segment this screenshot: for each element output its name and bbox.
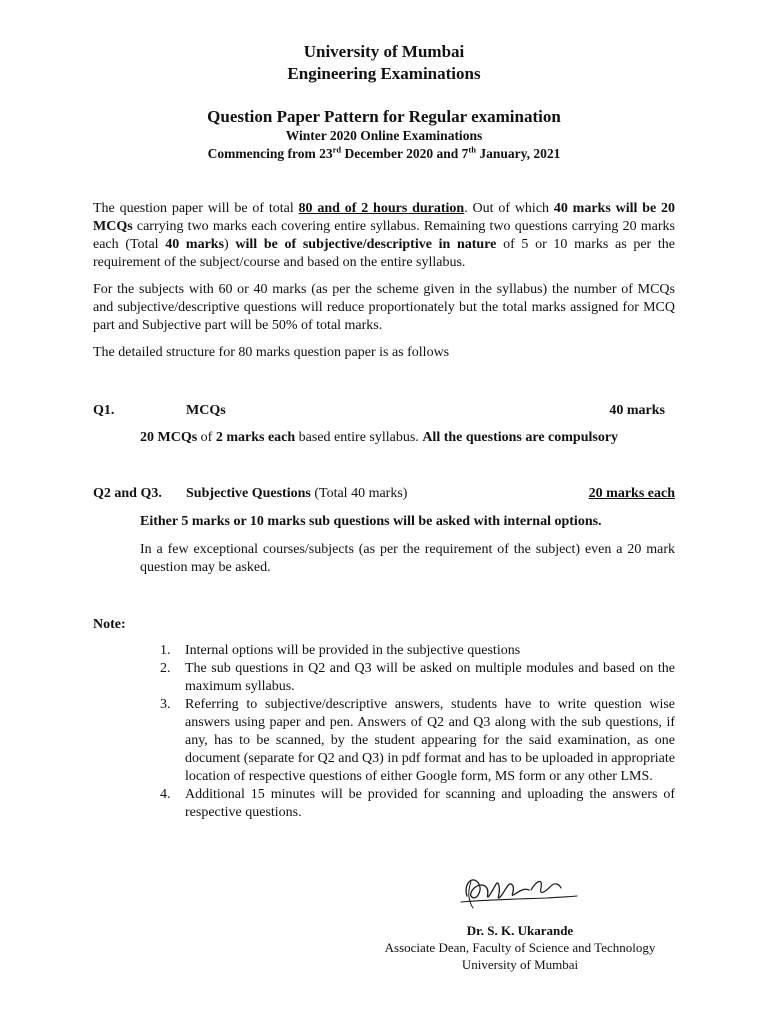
commencing-sup2: th bbox=[468, 144, 476, 155]
p1-forty-marks: 40 marks bbox=[165, 237, 225, 252]
p1-duration: 80 and of 2 hours duration bbox=[298, 201, 465, 216]
q1-marks: 40 marks bbox=[609, 403, 665, 418]
note-heading: Note: bbox=[93, 617, 126, 632]
commencing-line bbox=[0, 145, 768, 163]
document-title: Question Paper Pattern for Regular examination bbox=[207, 107, 561, 126]
commencing-post: January, 2021 bbox=[475, 146, 561, 161]
p1-t5: carrying two marks each covering entire syllabus. Remaining two questions carrying 20 marks each (Total bbox=[93, 219, 675, 252]
intro-paragraph-3: The detailed structure for 80 marks question paper is as follows bbox=[93, 345, 450, 360]
note-list bbox=[160, 642, 675, 822]
p1-subjective-nature: will be of subjective/descriptive in nature bbox=[235, 237, 497, 252]
q1-label: Q1. bbox=[93, 403, 115, 418]
exam-subtitle: Engineering Examinations bbox=[287, 64, 481, 83]
q2-name: Subjective Questions bbox=[186, 486, 311, 501]
q1-desc-compulsory: All the questions are compulsory bbox=[422, 430, 619, 445]
note-text: Additional 15 minutes will be provided for scanning and uploading the answers of respective questions. bbox=[185, 787, 675, 820]
q2-name-suffix: (Total 40 marks) bbox=[310, 486, 408, 501]
q2-options-line: Either 5 marks or 10 marks sub questions will be asked with internal options. bbox=[140, 514, 602, 529]
session-line: Winter 2020 Online Examinations bbox=[285, 128, 483, 143]
intro-paragraph-1 bbox=[93, 200, 675, 272]
note-text: The sub questions in Q2 and Q3 will be asked on multiple modules and based on the maximum syllabus. bbox=[185, 661, 675, 694]
q1-name: MCQs bbox=[186, 403, 226, 418]
p1-t1: The question paper will be of total bbox=[93, 201, 299, 216]
intro-paragraph-2: For the subjects with 60 or 40 marks (as per the scheme given in the syllabus) the number of MCQs and subjective/descriptive questions will reduce proportionately but the total marks assigned for MCQ part and Subjective part will be 50% of total marks. bbox=[93, 282, 675, 333]
commencing-mid: December 2020 and 7 bbox=[341, 146, 469, 161]
q2-label: Q2 and Q3. bbox=[93, 486, 162, 501]
handwritten-signature bbox=[455, 862, 585, 918]
commencing-pre: Commencing from 23 bbox=[207, 146, 333, 161]
p1-t3: . Out of which bbox=[464, 201, 554, 216]
signatory-organization: University of Mumbai bbox=[461, 957, 579, 972]
q1-description bbox=[140, 429, 680, 447]
note-text: Referring to subjective/descriptive answers, students have to write question wise answers using paper and pen. Answers of Q2 and Q3 along with the sub questions, if any, has to be scanned, by the student appearing for the said examination, as one document (separate for Q2 and Q3) in pdf format and has to be uploaded in appropriate location of respective questions of either Google form, MS form or any other LMS. bbox=[185, 697, 675, 784]
q2-exception-line: In a few exceptional courses/subjects (as per the requirement of the subject) even a 20 mark question may be asked. bbox=[140, 542, 675, 575]
list-item bbox=[160, 696, 675, 786]
list-item bbox=[160, 660, 675, 696]
commencing-sup1: rd bbox=[332, 144, 342, 155]
note-num: 2. bbox=[160, 661, 171, 676]
p1-t7: ) bbox=[224, 237, 236, 252]
note-num: 4. bbox=[160, 787, 171, 802]
university-name: University of Mumbai bbox=[303, 42, 465, 61]
signatory-designation: Associate Dean, Faculty of Science and Technology bbox=[384, 940, 656, 955]
list-item bbox=[160, 786, 675, 822]
q1-desc-t2: based entire syllabus. bbox=[295, 430, 423, 445]
p1-t9: of 5 or 10 marks as per the requirement of the subject/course and based on the entire syllabus. bbox=[93, 237, 675, 270]
q2-marks: 20 marks each bbox=[588, 486, 675, 501]
q2-heading bbox=[186, 485, 407, 503]
q1-desc-marks: 2 marks each bbox=[215, 430, 296, 445]
note-num: 1. bbox=[160, 643, 171, 658]
q1-desc-count: 20 MCQs bbox=[140, 430, 198, 445]
note-num: 3. bbox=[160, 697, 171, 712]
list-item bbox=[160, 642, 675, 660]
q1-desc-t1: of bbox=[197, 430, 216, 445]
signatory-name: Dr. S. K. Ukarande bbox=[466, 923, 574, 938]
note-text: Internal options will be provided in the subjective questions bbox=[185, 643, 521, 658]
p1-mcq-marks: 40 marks will be 20 MCQs bbox=[93, 201, 676, 234]
